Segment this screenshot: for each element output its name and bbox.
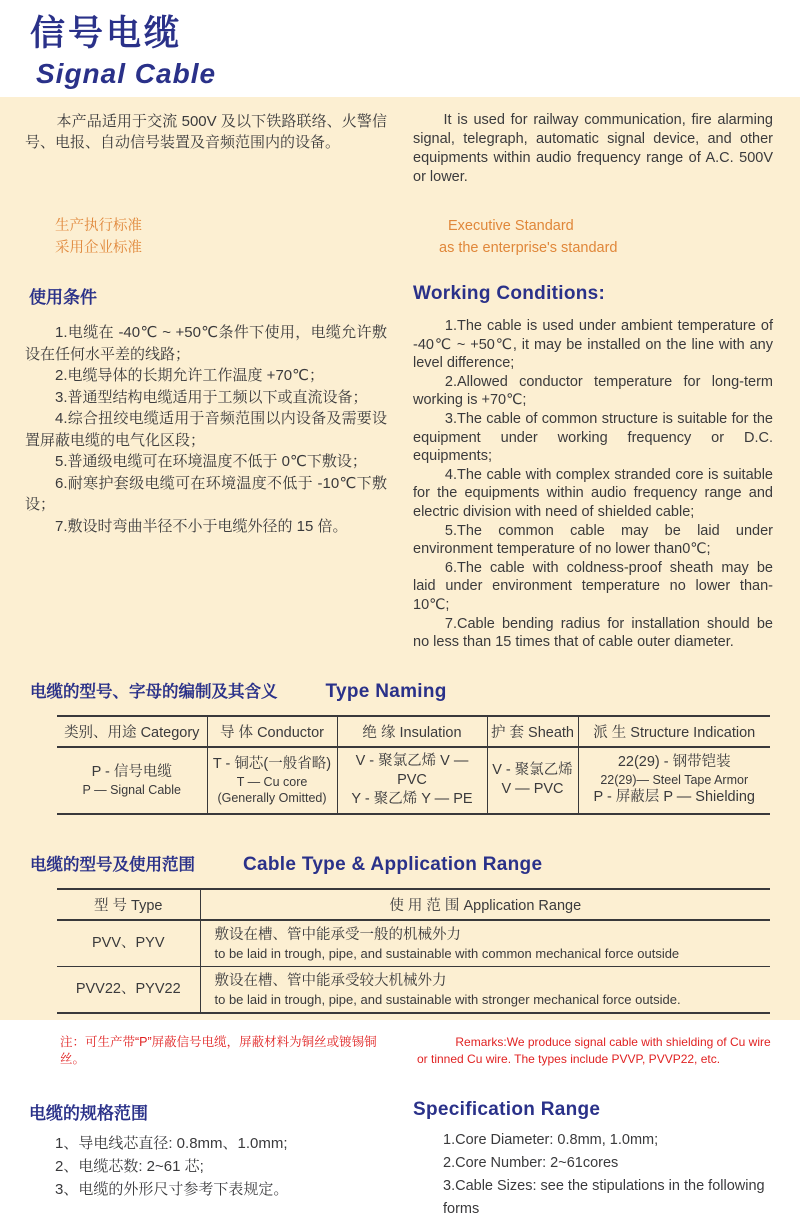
category-line-en: P — Signal Cable (82, 782, 181, 797)
spec-heading-zh: 电缆的规格范围 (29, 1103, 148, 1123)
conductor-line-zh: T - 铜芯(一般省略) (212, 755, 332, 772)
specification-range-section (25, 1099, 775, 1221)
app-table-header-range: 使 用 范 围 Application Range (200, 889, 770, 920)
working-conditions-heading-zh: 使用条件 (29, 288, 97, 307)
app-table-header-type: 型 号 Type (57, 889, 200, 920)
remark-zh: 注：可生产带“P”屏蔽信号电缆，屏蔽材料为铜丝或镀锡铜丝。 (60, 1035, 377, 1067)
intro-section (25, 111, 775, 187)
wc-item-en-6: 6.The cable with coldness-proof sheath may be laid under environment temperature no lower than-10℃; (413, 559, 773, 613)
spec-item-zh-3: 3、电缆的外形尺寸参考下表规定。 (55, 1180, 289, 1198)
type-table-cell-conductor (207, 747, 337, 814)
app-row2-type: PVV22、PYV22 (57, 966, 200, 1013)
type-table-header-conductor: 导 体 Conductor (207, 716, 337, 747)
intro-paragraph-zh: 本产品适用于交流 500V 及以下铁路联络、火警信号、电报、自动信号装置及音频范围内的设备。 (25, 113, 387, 151)
category-line-zh: P - 信号电缆 (91, 763, 172, 780)
type-table-header-category: 类别、用途 Category (57, 716, 207, 747)
type-naming-heading-en: Type Naming (325, 680, 447, 702)
app-row1-range-zh: 敷设在槽、管中能承受一般的机械外力 (214, 926, 461, 943)
page-content (0, 97, 800, 1221)
type-naming-heading-zh: 电缆的型号、字母的编制及其含义 (30, 682, 278, 701)
app-row1-type: PVV、PYV (57, 920, 200, 967)
type-table-header-structure: 派 生 Structure Indication (578, 716, 770, 747)
page-header (0, 0, 800, 97)
sheath-line-zh: V - 聚氯乙烯 (492, 762, 573, 779)
wc-item-en-5: 5.The common cable may be laid under environment temperature of no lower than0℃; (413, 522, 773, 558)
type-table-header-row (57, 716, 770, 747)
app-table-row-pvv22 (57, 966, 770, 1013)
app-row2-range-en: to be laid in trough, pipe, and sustainable with stronger mechanical force outside. (214, 991, 681, 1007)
standards-en-line2: as the enterprise's standard (439, 240, 618, 256)
app-row2-range-zh: 敷设在槽、管中能承受较大机械外力 (214, 972, 447, 989)
type-naming-table (57, 715, 770, 815)
wc-item-zh-7: 7.敷设时弯曲半径不小于电缆外径的 15 倍。 (55, 517, 348, 535)
sheath-line-en: V — PVC (501, 781, 564, 798)
application-range-heading (30, 851, 775, 876)
wc-item-en-3: 3.The cable of common structure is suitable for the equipment under working frequency or D.C. equipments; (413, 410, 773, 465)
wc-item-zh-3: 3.普通型结构电缆适用于工频以下或直流设备； (55, 388, 368, 406)
intro-paragraph-en: It is used for railway communication, fire alarming signal, telegraph, automatic signal device, and other equipments within audio frequency range of A.C. 500V or lower. (413, 112, 773, 185)
application-range-table (57, 888, 770, 1014)
wc-item-zh-2: 2.电缆导体的长期允许工作温度 +70℃； (55, 367, 324, 384)
wc-item-en-2: 2.Allowed conductor temperature for long-term working is +70℃; (413, 373, 773, 409)
structure-line-3: P - 屏蔽层 P — Shielding (593, 789, 755, 806)
wc-item-zh-5: 5.普通级电缆可在环境温度不低于 0℃下敷设； (55, 453, 367, 470)
type-naming-heading (30, 678, 775, 703)
application-range-heading-zh: 电缆的型号及使用范围 (30, 855, 195, 874)
wc-item-zh-1: 1.电缆在 -40℃ ~ +50℃条件下使用，电缆允许敷设在任何水平差的线路； (25, 324, 387, 363)
type-table-cell-structure (578, 747, 770, 814)
wc-item-en-1: 1.The cable is used under ambient temperature of -40℃ ~ +50℃, it may be installed on the line with any level difference; (413, 318, 773, 372)
spec-heading-en: Specification Range (413, 1098, 601, 1120)
structure-line-2: 22(29)— Steel Tape Armor (600, 773, 749, 788)
type-table-cell-insulation (337, 747, 487, 814)
spec-item-en-1: 1.Core Diameter: 0.8mm, 1.0mm; (443, 1131, 659, 1148)
app-row1-range-en: to be laid in trough, pipe, and sustainable with common mechanical force outside (214, 945, 680, 961)
standards-en-line1: Executive Standard (448, 218, 574, 234)
remarks-section (25, 1022, 775, 1081)
spec-item-zh-1: 1、导电线芯直径: 0.8mm、1.0mm; (55, 1134, 288, 1152)
wc-item-zh-4: 4.综合扭绞电缆适用于音频范围以内设备及需要设置屏蔽电缆的电气化区段； (25, 410, 387, 449)
application-range-heading-en: Cable Type & Application Range (243, 853, 543, 875)
standards-zh-line2: 采用企业标准 (55, 240, 142, 256)
working-conditions-heading-en: Working Conditions: (413, 283, 606, 304)
wc-item-zh-6: 6.耐寒护套级电缆可在环境温度不低于 -10℃下敷设； (25, 474, 387, 513)
remark-en: Remarks:We produce signal cable with shielding of Cu wire or tinned Cu wire. The types include PVVP, PVVP22, etc. (417, 1034, 771, 1066)
spec-item-zh-2: 2、电缆芯数: 2~61 芯; (55, 1157, 204, 1175)
app-table-row-pvv (57, 920, 770, 967)
structure-line-1: 22(29) - 钢带铠装 (617, 754, 731, 771)
page-title-en: Signal Cable (36, 58, 217, 89)
insulation-line-1: V - 聚氯乙烯 V — PVC (355, 752, 469, 788)
spec-item-en-2: 2.Core Number: 2~61cores (443, 1154, 619, 1171)
conductor-line-en: T — Cu core (Generally Omitted) (217, 774, 327, 805)
type-table-body-row (57, 747, 770, 814)
type-table-header-sheath: 护 套 Sheath (487, 716, 578, 747)
wc-item-en-7: 7.Cable bending radius for installation should be no less than 15 times that of cable outer diameter. (413, 615, 773, 651)
working-conditions-section (25, 283, 775, 652)
type-table-cell-category (57, 747, 207, 814)
type-table-header-insulation: 绝 缘 Insulation (337, 716, 487, 747)
insulation-line-2: Y - 聚乙烯 Y — PE (351, 790, 473, 807)
standards-zh-line1: 生产执行标准 (55, 218, 142, 234)
standards-section (25, 215, 775, 259)
type-table-cell-sheath (487, 747, 578, 814)
app-row1-range (200, 920, 770, 967)
app-row2-range (200, 966, 770, 1013)
spec-item-en-3: 3.Cable Sizes: see the stipulations in the following forms (443, 1177, 765, 1217)
app-table-header-row (57, 889, 770, 920)
page-title-zh: 信号电缆 (30, 14, 183, 53)
wc-item-en-4: 4.The cable with complex stranded core is suitable for the equipments within audio frequency range and electric division with need of shielded cable; (413, 466, 773, 520)
